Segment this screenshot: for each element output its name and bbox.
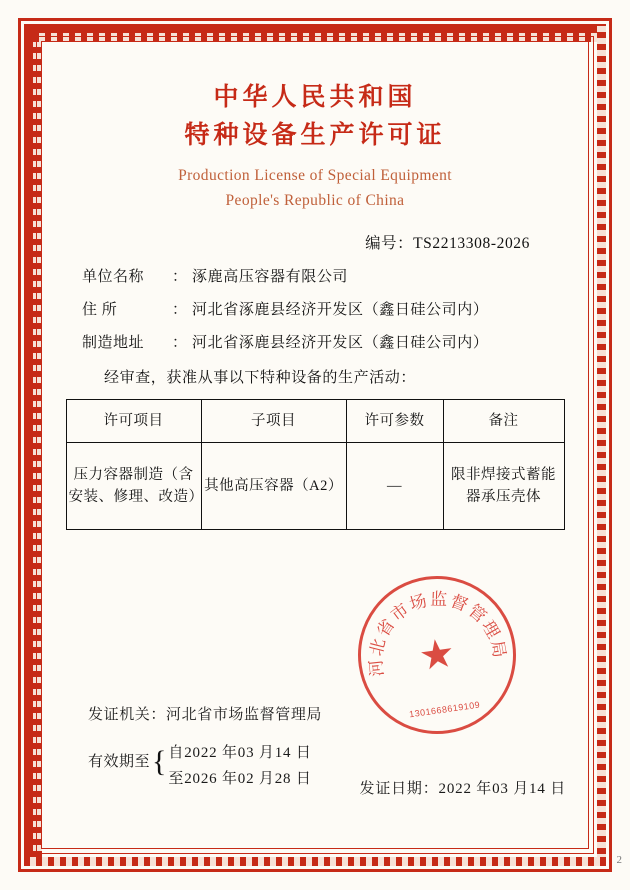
certificate-footer — [52, 703, 578, 797]
field-value-address: 河北省涿鹿县经济开发区（鑫日硅公司内） — [192, 302, 489, 318]
serial-number-value: TS2213308-2026 — [413, 235, 530, 252]
corner-page-mark: 2 — [616, 854, 622, 866]
table-header-row — [66, 400, 564, 443]
validity-dates — [168, 740, 311, 792]
field-value-unit-name: 涿鹿高压容器有限公司 — [192, 269, 349, 285]
table-header-remark: 备注 — [443, 400, 564, 443]
issuing-authority-row — [52, 703, 578, 724]
table-cell-item: 压力容器制造（含安装、修理、改造） — [66, 443, 201, 530]
table-header-item: 许可项目 — [66, 400, 201, 443]
table-row — [66, 443, 564, 530]
approval-statement: 经审查，获准从事以下特种设备的生产活动： — [104, 370, 417, 386]
table-cell-remark: 限非焊接式蓄能器承压壳体 — [443, 443, 564, 530]
field-label-address: 住 所 — [82, 302, 118, 318]
seal-bottom-number: 1301668619109 — [408, 699, 481, 720]
table-header-subitem: 子项目 — [201, 400, 346, 443]
title-english-line1: Production License of Special Equipment — [178, 167, 452, 184]
title-chinese-line2: 特种设备生产许可证 — [184, 120, 446, 149]
field-value-manufacturing-address: 河北省涿鹿县经济开发区（鑫日硅公司内） — [192, 335, 489, 351]
issue-date-label: 发证日期： — [359, 781, 439, 797]
field-colon-manufacturing-address: ： — [172, 335, 188, 351]
table-header-parameter: 许可参数 — [346, 400, 443, 443]
issuing-authority-value: 河北省市场监督管理局 — [166, 707, 323, 723]
star-icon: ★ — [416, 629, 458, 680]
field-row-address — [82, 298, 578, 319]
serial-number-row — [52, 231, 578, 253]
seal-arc-label: 河北省市场监督管理局 — [366, 589, 510, 678]
table-cell-parameter: — — [346, 443, 443, 530]
license-scope-table — [66, 399, 565, 530]
organization-info-block — [52, 265, 578, 352]
field-row-unit-name — [82, 265, 578, 286]
field-row-manufacturing-address — [82, 331, 578, 352]
issue-date-row — [360, 777, 566, 798]
field-label-manufacturing-address: 制造地址 — [82, 335, 145, 351]
table-cell-subitem: 其他高压容器（A2） — [201, 443, 346, 530]
validity-from: 自2022 年03 月14 日 — [168, 745, 312, 761]
validity-to: 至2026 年02 月28 日 — [168, 771, 312, 787]
field-colon-address: ： — [172, 302, 188, 318]
title-chinese-line1: 中华人民共和国 — [213, 82, 417, 111]
issuing-authority-label: 发证机关： — [88, 707, 167, 723]
field-label-unit-name: 单位名称 — [82, 269, 145, 285]
serial-label: 编号： — [365, 235, 414, 252]
validity-brace: { — [152, 745, 167, 778]
title-english-line2: People's Republic of China — [225, 192, 405, 209]
issue-date-value: 2022 年03 月14 日 — [438, 781, 566, 797]
field-colon-unit-name: ： — [172, 269, 188, 285]
validity-label: 有效期至 — [88, 754, 151, 770]
certificate-content — [52, 52, 578, 838]
